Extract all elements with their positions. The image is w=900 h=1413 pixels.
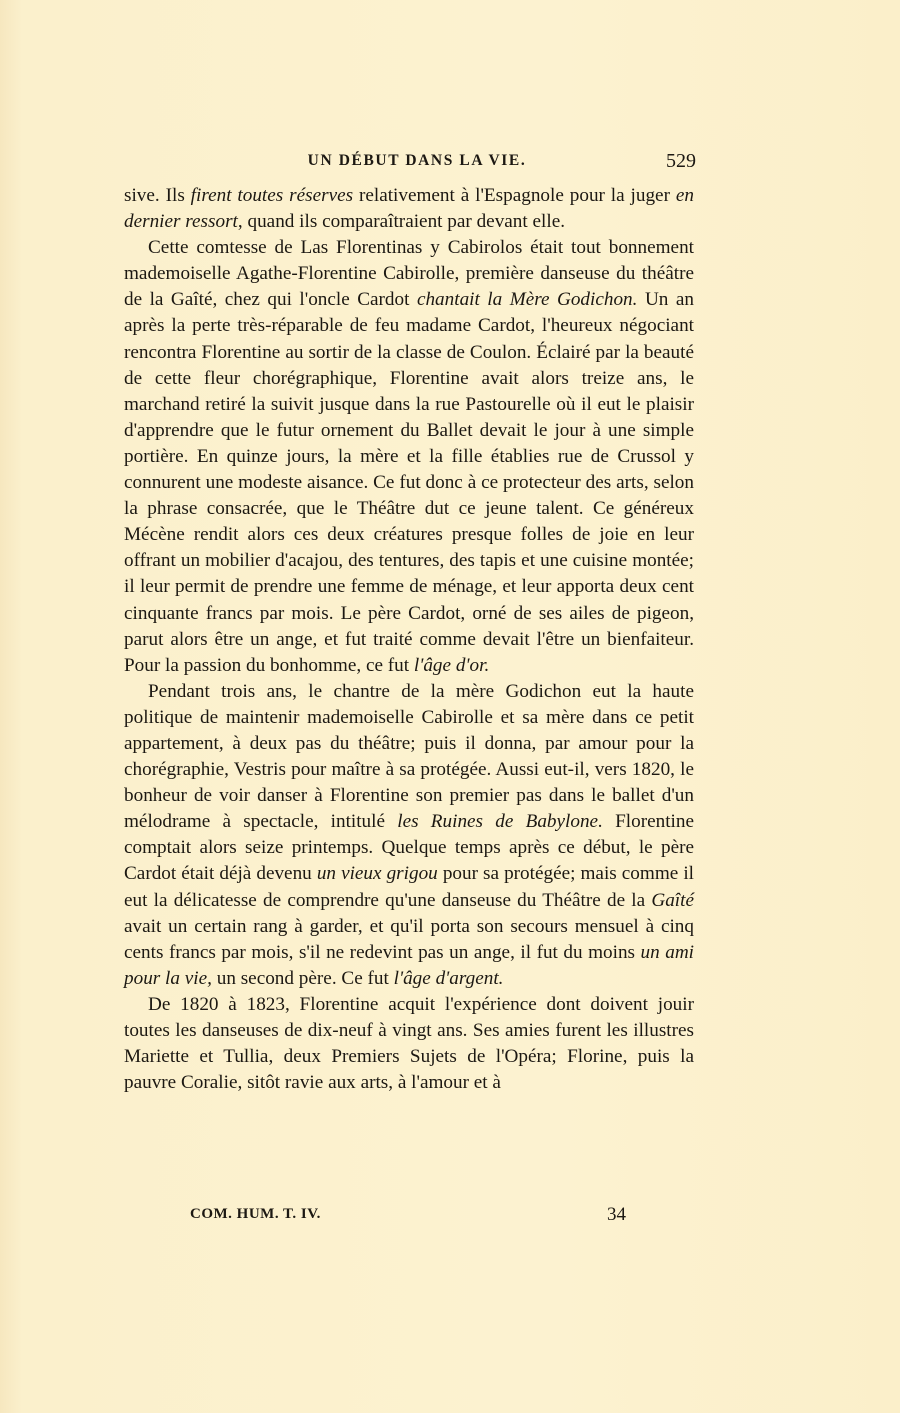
paragraph xyxy=(124,992,694,1096)
italic-phrase: les Ruines de Babylone. xyxy=(397,811,603,833)
text-run: Un an après la perte très-réparable de feu madame Cardot, l'heureux négociant rencontra Florentine au sortir de la classe de Coulon. Éclairé par la beauté de cette fleur chorégraphique, Florentine avait alors treize ans, le marchand retiré la suivit jusque dans la rue Pastourelle où il eut le plaisir d'apprendre que le futur ornement du Ballet devait le jour à une simple portière. En quinze jours, la mère et la fille établies rue de Crussol y connurent une modeste aisance. Ce fut donc à ce protecteur des arts, selon la phrase consacrée, que le Théâtre dut ce jeune talent. Ce généreux Mécène rendit alors ces deux créatures presque folles de joie en leur offrant un mobilier d'acajou, des tentures, des tapis et une cuisine montée; il leur permit de prendre une femme de ménage, et leur apporta deux cent cinquante francs par mois. Le père Cardot, orné de ses ailes de pigeon, parut alors être un ange, et fut traité comme devait l'être un bienfaiteur. Pour la passion du bonhomme, ce fut xyxy=(124,289,694,676)
paragraph xyxy=(124,183,694,235)
running-head: UN DÉBUT DANS LA VIE. xyxy=(307,152,527,169)
italic-phrase: chantait la Mère Godichon. xyxy=(416,289,638,311)
text-run: avait un certain rang à garder, et qu'il porta son secours mensuel à cinq cents francs par mois, s'il ne redevint pas un ange, il fut du moins xyxy=(124,915,694,963)
italic-phrase: l'âge d'argent. xyxy=(393,967,504,989)
italic-phrase: un vieux grigou xyxy=(316,863,438,885)
paragraph xyxy=(124,235,694,679)
text-run: Pendant trois ans, le chantre de la mère Godichon eut la haute politique de maintenir mademoiselle Cabirolle et sa mère dans ce petit appartement, à deux pas du théâtre; puis il donna, par amour pour la chorégraphie, Vestris pour maître à sa protégée. Aussi eut-il, vers 1820, le bonheur de voir danser à Florentine son premier pas dans le ballet d'un mélodrame à spectacle, intitulé xyxy=(124,680,694,833)
text-run: pour sa protégée; mais comme il eut la délicatesse de comprendre qu'une danseuse du Théâtre de la xyxy=(124,863,694,911)
page-footer xyxy=(190,1206,630,1230)
sheet-number: 34 xyxy=(607,1204,626,1225)
text-run: , quand ils comparaîtraient par devant elle. xyxy=(237,211,566,233)
signature-mark: COM. HUM. T. IV. xyxy=(190,1206,321,1222)
text-run: sive. Ils xyxy=(124,185,191,206)
text-run: De 1820 à 1823, Florentine acquit l'expérience dont doivent jouir toutes les danseuses de dix-neuf à vingt ans. Ses amies furent les illustres Mariette et Tullia, deux Premiers Sujets de l'Opéra; Florine, puis la pauvre Coralie, sitôt ravie aux arts, à l'amour et à xyxy=(124,993,694,1094)
italic-phrase: firent toutes réserves xyxy=(190,185,354,206)
italic-phrase: l'âge d'or. xyxy=(413,654,490,676)
italic-phrase: un ami pour la vie, xyxy=(124,941,695,989)
italic-phrase: en dernier ressort xyxy=(124,185,694,233)
text-run: relativement à l'Espagnole pour la juger xyxy=(353,185,676,206)
page-number: 529 xyxy=(666,150,696,172)
paragraph xyxy=(124,679,694,992)
italic-phrase: Gaîté xyxy=(651,889,694,911)
body-text xyxy=(124,183,694,1096)
page-header xyxy=(128,150,696,176)
text-run: un second père. Ce fut xyxy=(211,967,394,989)
text-run: Florentine comptait alors seize printemps. Quelque temps après ce début, le père Cardot était déjà devenu xyxy=(124,811,694,885)
text-run: Cette comtesse de Las Florentinas y Cabirolos était tout bonnement mademoiselle Agathe-Florentine Cabirolle, première danseuse du théâtre de la Gaîté, chez qui l'oncle Cardot xyxy=(124,237,694,311)
